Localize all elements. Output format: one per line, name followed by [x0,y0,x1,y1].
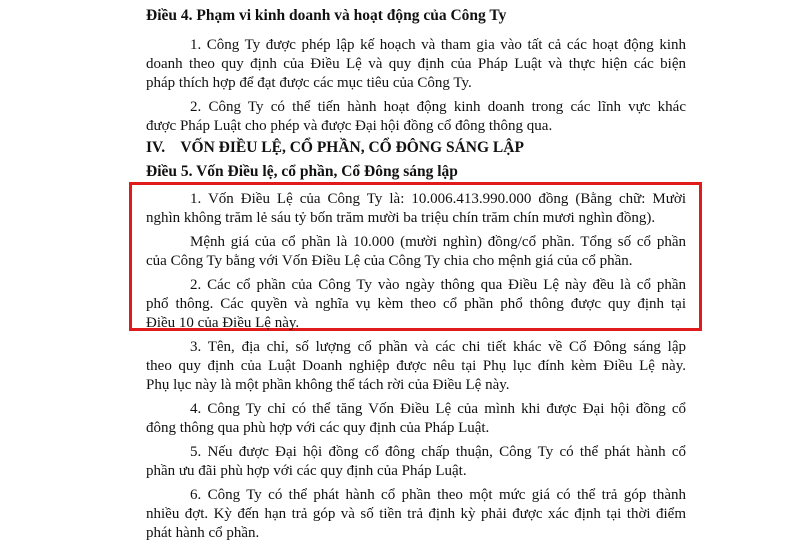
article4-heading: Điều 4. Phạm vi kinh doanh và hoạt động của Công Ty [146,7,507,24]
section4-heading: IV. VỐN ĐIỀU LỆ, CỔ PHẦN, CỔ ĐÔNG SÁNG LẬP [146,139,524,156]
article5-p1-line1: 1. Vốn Điều Lệ của Công Ty là: 10.006.413.990.000 đồng (Bằng chữ: Mười [190,191,686,207]
article5-p3-line1: 3. Tên, địa chỉ, số lượng cổ phần và các chi tiết khác về Cổ Đông sáng lập [190,339,686,355]
article5-p2-line3: Điều 10 của Điều Lệ này. [146,315,300,331]
article5-p3-line2: theo quy định của Luật Doanh nghiệp được nêu tại Phụ lục đính kèm Điều Lệ này. [146,358,686,374]
article5-p6-line1: 6. Công Ty có thể phát hành cổ phần theo một mức giá có thể trả góp thành [190,487,686,503]
article4-p1-line2: doanh theo quy định của Điều Lệ và quy định của Pháp Luật và thực hiện các biện [146,56,686,72]
article5-p1b-line2: của Công Ty bằng với Vốn Điều Lệ của Công Ty chia cho mệnh giá của cổ phần. [146,253,633,269]
article4-p1-line1: 1. Công Ty được phép lập kế hoạch và tham gia vào tất cả các hoạt động kinh [190,37,686,53]
article5-p2-line2: phổ thông. Các quyền và nghĩa vụ kèm theo cổ phần phổ thông được quy định tại [146,296,686,312]
article5-p5-line2: phần ưu đãi phù hợp với các quy định của Pháp Luật. [146,463,467,479]
article4-p2-line1: 2. Công Ty có thể tiến hành hoạt động kinh doanh trong các lĩnh vực khác [190,99,686,115]
article5-p2-line1: 2. Các cổ phần của Công Ty vào ngày thông qua Điều Lệ này đều là cổ phần [190,277,686,293]
article5-p6-line2: nhiều đợt. Kỳ đến hạn trả góp và số tiền trả định kỳ phải được xác định tại thời điểm [146,506,686,522]
article5-p1-line2: nghìn không trăm lẻ sáu tỷ bốn trăm mười ba triệu chín trăm chín mươi nghìn đồng). [146,210,656,226]
article5-p5-line1: 5. Nếu được Đại hội đồng cổ đông chấp thuận, Công Ty có thể phát hành cổ [190,444,686,460]
article5-p4-line2: đông thông qua phù hợp với các quy định của Pháp Luật. [146,420,490,436]
article5-p1b-line1: Mệnh giá của cổ phần là 10.000 (mười nghìn) đồng/cổ phần. Tổng số cổ phần [190,234,686,250]
article5-p6-line3: phát hành cổ phần. [146,525,260,541]
article4-p2-line2: được Pháp Luật cho phép và được Đại hội đồng cổ đông thông qua. [146,118,553,134]
article5-p4-line1: 4. Công Ty chỉ có thể tăng Vốn Điều Lệ của mình khi được Đại hội đồng cổ [190,401,686,417]
article5-p3-line3: Phụ lục này là một phần không thể tách rời của Điều Lệ này. [146,377,510,393]
article4-p1-line3: pháp thích hợp để đạt được các mục tiêu của Công Ty. [146,75,472,91]
article5-heading: Điều 5. Vốn Điều lệ, cổ phần, Cổ Đông sáng lập [146,163,458,180]
